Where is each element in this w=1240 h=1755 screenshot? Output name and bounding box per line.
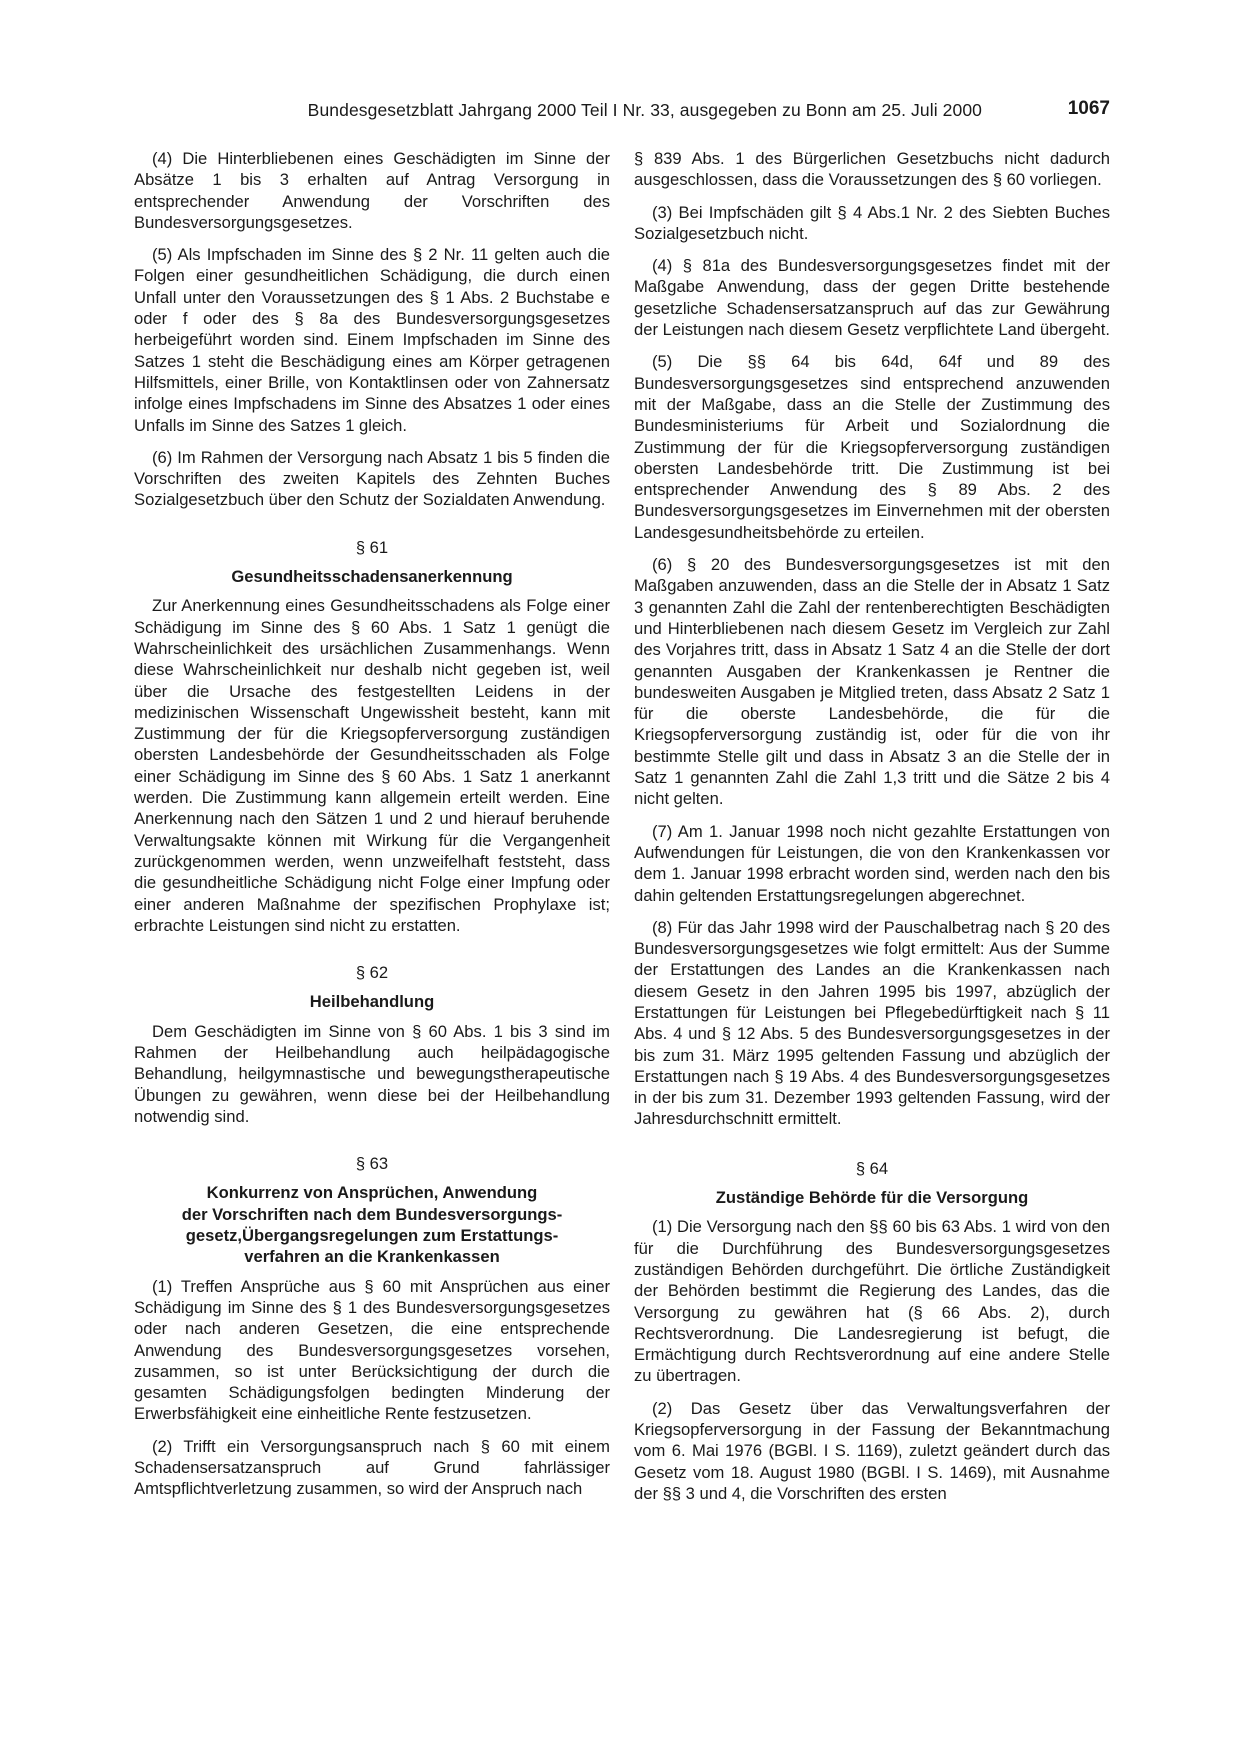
left-column xyxy=(134,148,610,1511)
running-title: Bundesgesetzblatt Jahrgang 2000 Teil I Nr. 33, ausgegeben zu Bonn am 25. Juli 2000 xyxy=(307,100,982,120)
paragraph: (6) § 20 des Bundesversorgungsgesetzes ist mit den Maßgaben anzuwenden, dass an die Stelle der in Absatz 1 Satz 3 genannten Zahl die Zahl der rentenberechtigten Beschädigten und Hinterbliebenen nach diesem Gesetz im Vergleich zur Zahl des Vorjahres tritt, dass in Absatz 1 Satz 4 an die Stelle der dort genannten Ausgaben der Krankenkassen je Rentner die bundesweiten Ausgaben je Mitglied treten, dass Absatz 2 Satz 1 für die oberste Landesbehörde, die für die Kriegsopferversorgung zuständig ist, oder für die von ihr bestimmte Stelle gilt und dass in Absatz 3 an die Stelle der in Satz 1 genannten Zahl die Zahl 1,3 tritt und die Sätze 2 bis 4 nicht gelten. xyxy=(634,555,1110,809)
section-title-line: der Vorschriften nach dem Bundesversorgungs- xyxy=(181,1204,563,1224)
paragraph: (6) Im Rahmen der Versorgung nach Absatz 1 bis 5 finden die Vorschriften des zweiten Kapitels des Zehnten Buches Sozialgesetzbuch über den Schutz der Sozialdaten Anwendung. xyxy=(134,447,610,510)
paragraph: (1) Treffen Ansprüche aus § 60 mit Ansprüchen aus einer Schädigung im Sinne des § 1 des Bundesversorgungsgesetzes oder nach anderen Gesetzen, die eine entsprechende Anwendung des Bundesversorgungsgesetzes vorsehen, zusammen, so ist unter Berücksichtigung der durch die gesamten Schädigungsfolgen bedingten Minderung der Erwerbsfähigkeit eine einheitliche Rente festzusetzen. xyxy=(134,1276,610,1424)
section-title xyxy=(134,1182,610,1267)
paragraph: (8) Für das Jahr 1998 wird der Pauschalbetrag nach § 20 des Bundesversorgungsgesetzes wie folgt ermittelt: Aus der Summe der Erstattungen des Landes an die Krankenkassen nach diesem Gesetz in den Jahren 1995 bis 1997, abzüglich der Erstattungen für Leistungen bei Pflegebedürftigkeit nach § 11 Abs. 4 und § 12 Abs. 5 des Bundesversorgungsgesetzes in der bis zum 31. März 1995 geltenden Fassung und abzüglich der Erstattungen nach § 19 Abs. 4 des Bundesversorgungsgesetzes in der bis zum 31. Dezember 1993 geltenden Fassung, wird der Jahresdurchschnitt ermittelt. xyxy=(634,917,1110,1129)
section-number: § 62 xyxy=(355,963,389,983)
paragraph: (2) Trifft ein Versorgungsanspruch nach § 60 mit einem Schadensersatzanspruch auf Grund fahrlässiger Amtspflichtverletzung zusammen, so wird der Anspruch nach xyxy=(134,1436,610,1499)
paragraph: (5) Die §§ 64 bis 64d, 64f und 89 des Bundesversorgungsgesetzes sind entsprechend anzuwenden mit der Maßgabe, dass an die Stelle der Zustimmung des Bundesministeriums für Arbeit und Sozialordnung die Zustimmung der für die Kriegsopferversorgung zuständigen obersten Landesbehörde tritt. Die Zustimmung ist bei entsprechender Anwendung des § 89 Abs. 2 des Bundesversorgungsgesetzes im Einvernehmen mit der obersten Landesgesundheitsbehörde zu erteilen. xyxy=(634,352,1110,542)
section-title-line: gesetz,Übergangsregelungen zum Erstattungs- xyxy=(185,1226,559,1246)
paragraph: (5) Als Impfschaden im Sinne des § 2 Nr. 11 gelten auch die Folgen einer gesundheitlichen Schädigung, die durch einen Unfall unter den Voraussetzungen des § 1 Abs. 2 Buchstabe e oder f oder des § 8a des Bundesversorgungsgesetzes herbeigeführt worden sind. Einem Impfschaden im Sinne des Satzes 1 steht die Beschädigung eines am Körper getragenen Hilfsmittels, einer Brille, von Kontaktlinsen oder von Zahnersatz infolge eines Impfschadens im Sinne des Absatzes 1 oder eines Unfalls im Sinne des Satzes 1 gleich. xyxy=(134,245,610,435)
paragraph: (4) Die Hinterbliebenen eines Geschädigten im Sinne der Absätze 1 bis 3 erhalten auf Antrag Versorgung in entsprechender Anwendung der Vorschriften des Bundesversorgungsgesetzes. xyxy=(134,149,610,232)
paragraph: (4) § 81a des Bundesversorgungsgesetzes findet mit der Maßgabe Anwendung, dass der gegen Dritte bestehende gesetzliche Schadensersatzanspruch auf das zur Gewährung der Leistungen nach diesem Gesetz verpflichtete Land übergeht. xyxy=(634,256,1110,340)
paragraph: § 839 Abs. 1 des Bürgerlichen Gesetzbuchs nicht dadurch ausgeschlossen, dass die Voraussetzungen des § 60 vorliegen. xyxy=(634,149,1110,190)
paragraph: (3) Bei Impfschäden gilt § 4 Abs.1 Nr. 2 des Siebten Buches Sozialgesetzbuch nicht. xyxy=(634,202,1110,243)
right-column xyxy=(634,148,1110,1515)
page-number: 1067 xyxy=(1067,98,1110,119)
section-number: § 63 xyxy=(355,1154,389,1174)
paragraph: Zur Anerkennung eines Gesundheitsschadens als Folge einer Schädigung im Sinne des § 60 Abs. 1 Satz 1 genügt die Wahrscheinlichkeit des ursächlichen Zusammenhangs. Wenn diese Wahrscheinlichkeit nur deshalb nicht gegeben ist, weil über die Ursache des festgestellten Leidens in der medizinischen Wissenschaft Ungewissheit besteht, kann mit Zustimmung der für die Kriegsopferversorgung zuständigen obersten Landesbehörde der Gesundheitsschaden als Folge einer Schädigung im Sinne des § 60 Abs. 1 Satz 1 anerkannt werden. Die Zustimmung kann allgemein erteilt werden. Eine Anerkennung nach den Sätzen 1 und 2 und hierauf beruhende Verwaltungsakte können mit Wirkung für die Vergangenheit zurückgenommen werden, wenn unzweifelhaft feststeht, dass die gesundheitliche Schädigung nicht Folge einer Impfung oder einer anderen Maßnahme der spezifischen Prophylaxe ist; erbrachte Leistungen sind nicht zu erstatten. xyxy=(134,596,610,935)
section-title: Heilbehandlung xyxy=(309,992,435,1012)
page-header xyxy=(134,98,1110,128)
section-title: Zuständige Behörde für die Versorgung xyxy=(715,1188,1029,1208)
section-title-line: verfahren an die Krankenkassen xyxy=(244,1247,500,1267)
section-title: Gesundheitsschadensanerkennung xyxy=(231,567,513,587)
paragraph: (2) Das Gesetz über das Verwaltungsverfahren der Kriegsopferversorgung in der Fassung der Bekanntmachung vom 6. Mai 1976 (BGBl. I S. 1169), zuletzt geändert durch das Gesetz vom 18. August 1980 (BGBl. I S. 1469), mit Ausnahme der §§ 3 und 4, die Vorschriften des ersten xyxy=(634,1398,1110,1503)
section-number: § 61 xyxy=(355,537,389,557)
paragraph: Dem Geschädigten im Sinne von § 60 Abs. 1 bis 3 sind im Rahmen der Heilbehandlung auch heilpädagogische Behandlung, heilgymnastische und bewegungstherapeutische Übungen zu gewähren, wenn diese bei der Heilbehandlung notwendig sind. xyxy=(134,1021,610,1126)
section-title-line: Konkurrenz von Ansprüchen, Anwendung xyxy=(206,1183,538,1203)
paragraph: (1) Die Versorgung nach den §§ 60 bis 63 Abs. 1 wird von den für die Durchführung des Bundesversorgungsgesetzes zuständigen Behörden durchgeführt. Die örtliche Zuständigkeit der Behörden bestimmt die Regierung des Landes, das die Versorgung zu gewähren hat (§ 66 Abs. 2), durch Rechtsverordnung. Die Landesregierung ist befugt, die Ermächtigung durch Rechtsverordnung auf eine andere Stelle zu übertragen. xyxy=(634,1217,1110,1386)
paragraph: (7) Am 1. Januar 1998 noch nicht gezahlte Erstattungen von Aufwendungen für Leistungen, die von den Krankenkassen vor dem 1. Januar 1998 erbracht worden sind, werden nach den bis dahin geltenden Erstattungsregelungen abgerechnet. xyxy=(634,821,1110,905)
section-number: § 64 xyxy=(855,1158,889,1178)
